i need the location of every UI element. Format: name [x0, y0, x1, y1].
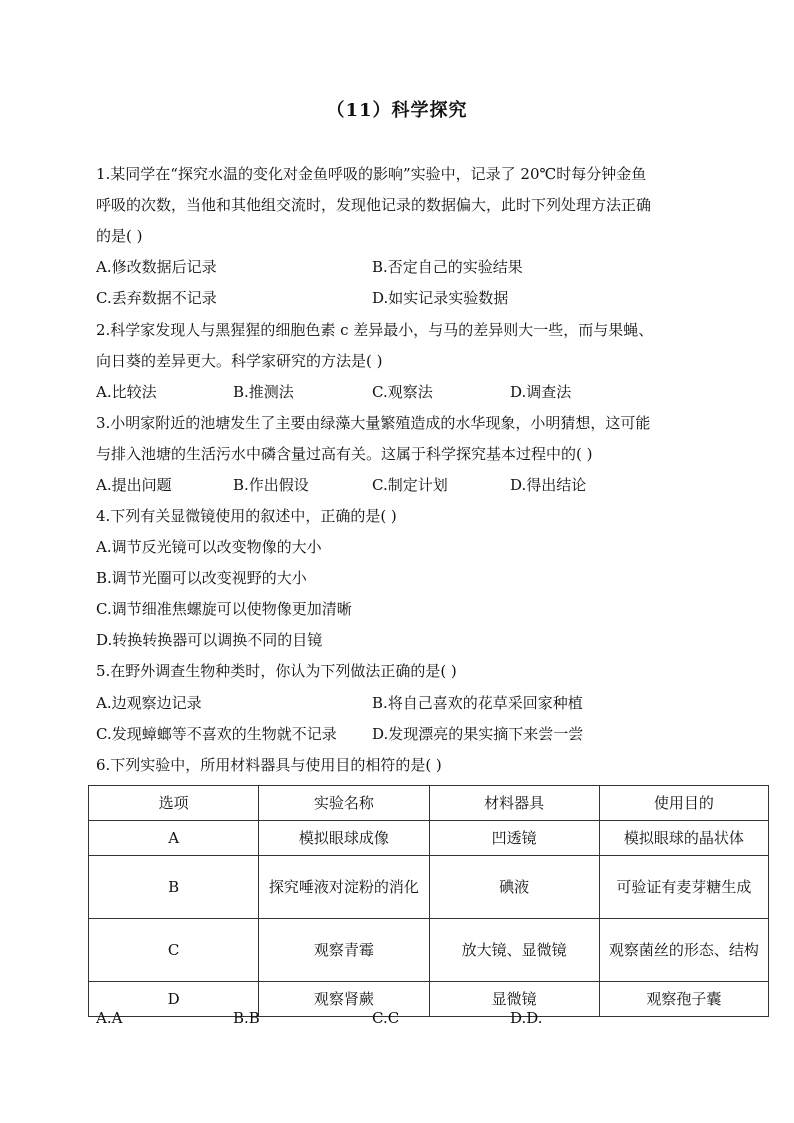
- table-cell: 观察青霉: [259, 919, 429, 982]
- q6-option-a: A.A: [96, 1009, 123, 1027]
- q6-option-c: C.C: [372, 1009, 400, 1027]
- q2-stem-line-2: 向日葵的差异更大。科学家研究的方法是( ): [96, 352, 383, 370]
- table-cell: 探究唾液对淀粉的消化: [259, 856, 429, 919]
- q3-option-c: C.制定计划: [372, 476, 448, 494]
- q4-option-b: B.调节光圈可以改变视野的大小: [96, 569, 307, 587]
- table-cell: 观察菌丝的形态、结构: [599, 919, 768, 982]
- table-row: [89, 982, 769, 1017]
- table-cell: C: [89, 919, 259, 982]
- q1-stem-line-2: 呼吸的次数，当他和其他组交流时，发现他记录的数据偏大，此时下列处理方法正确: [96, 196, 652, 214]
- q4-option-d: D.转换转换器可以调换不同的目镜: [96, 631, 323, 649]
- q1-option-d: D.如实记录实验数据: [372, 289, 509, 307]
- q3-stem-line-2: 与排入池塘的生活污水中磷含量过高有关。这属于科学探究基本过程中的( ): [96, 445, 593, 463]
- q4-option-c: C.调节细准焦螺旋可以使物像更加清晰: [96, 600, 352, 618]
- table-cell: 观察肾蕨: [259, 982, 429, 1017]
- table-header-cell: 材料器具: [429, 786, 599, 821]
- table-cell: 可验证有麦芽糖生成: [599, 856, 768, 919]
- table-cell: 观察孢子囊: [599, 982, 768, 1017]
- table-cell: B: [89, 856, 259, 919]
- table-row: [89, 919, 769, 982]
- table-cell: 凹透镜: [429, 821, 599, 856]
- q5-stem: 5.在野外调查生物种类时，你认为下列做法正确的是( ): [96, 662, 457, 680]
- q4-stem: 4.下列有关显微镜使用的叙述中，正确的是( ): [96, 507, 397, 525]
- q5-option-b: B.将自己喜欢的花草采回家种植: [372, 694, 583, 712]
- q1-stem-line-3: 的是( ): [96, 227, 143, 245]
- table-header-cell: 选项: [89, 786, 259, 821]
- table-header-cell: 使用目的: [599, 786, 768, 821]
- q5-option-d: D.发现漂亮的果实摘下来尝一尝: [372, 725, 584, 743]
- table-cell: D: [89, 982, 259, 1017]
- page-title: （11）科学探究: [326, 100, 468, 121]
- q1-stem-line-1: 1.某同学在“探究水温的变化对金鱼呼吸的影响”实验中，记录了 20℃时每分钟金鱼: [96, 165, 647, 183]
- q1-option-c: C.丢弃数据不记录: [96, 289, 217, 307]
- table-cell: 模拟眼球成像: [259, 821, 429, 856]
- q6-option-d: D.D.: [510, 1009, 543, 1027]
- q2-option-b: B.推测法: [233, 383, 294, 401]
- q3-option-d: D.得出结论: [510, 476, 587, 494]
- experiment-table: [88, 785, 769, 1017]
- q2-option-c: C.观察法: [372, 383, 433, 401]
- q1-option-b: B.否定自己的实验结果: [372, 258, 523, 276]
- q6-stem: 6.下列实验中，所用材料器具与使用目的相符的是( ): [96, 756, 442, 774]
- table-header-cell: 实验名称: [259, 786, 429, 821]
- q2-option-d: D.调查法: [510, 383, 572, 401]
- q5-option-a: A.边观察边记录: [96, 694, 202, 712]
- table-row: [89, 821, 769, 856]
- q1-option-a: A.修改数据后记录: [96, 258, 217, 276]
- table-cell: A: [89, 821, 259, 856]
- q6-option-b: B.B: [233, 1009, 260, 1027]
- q5-option-c: C.发现蟑螂等不喜欢的生物就不记录: [96, 725, 337, 743]
- q2-stem-line-1: 2.科学家发现人与黑猩猩的细胞色素 c 差异最小，与马的差异则大一些，而与果蝇、: [96, 321, 654, 339]
- table-cell: 显微镜: [429, 982, 599, 1017]
- table-cell: 放大镜、显微镜: [429, 919, 599, 982]
- table-row: [89, 856, 769, 919]
- table-cell: 碘液: [429, 856, 599, 919]
- table-cell: 模拟眼球的晶状体: [599, 821, 768, 856]
- q4-option-a: A.调节反光镜可以改变物像的大小: [96, 538, 322, 556]
- q2-option-a: A.比较法: [96, 383, 157, 401]
- q3-option-b: B.作出假设: [233, 476, 309, 494]
- table-header-row: [89, 786, 769, 821]
- q3-stem-line-1: 3.小明家附近的池塘发生了主要由绿藻大量繁殖造成的水华现象，小明猜想，这可能: [96, 414, 651, 432]
- q3-option-a: A.提出问题: [96, 476, 172, 494]
